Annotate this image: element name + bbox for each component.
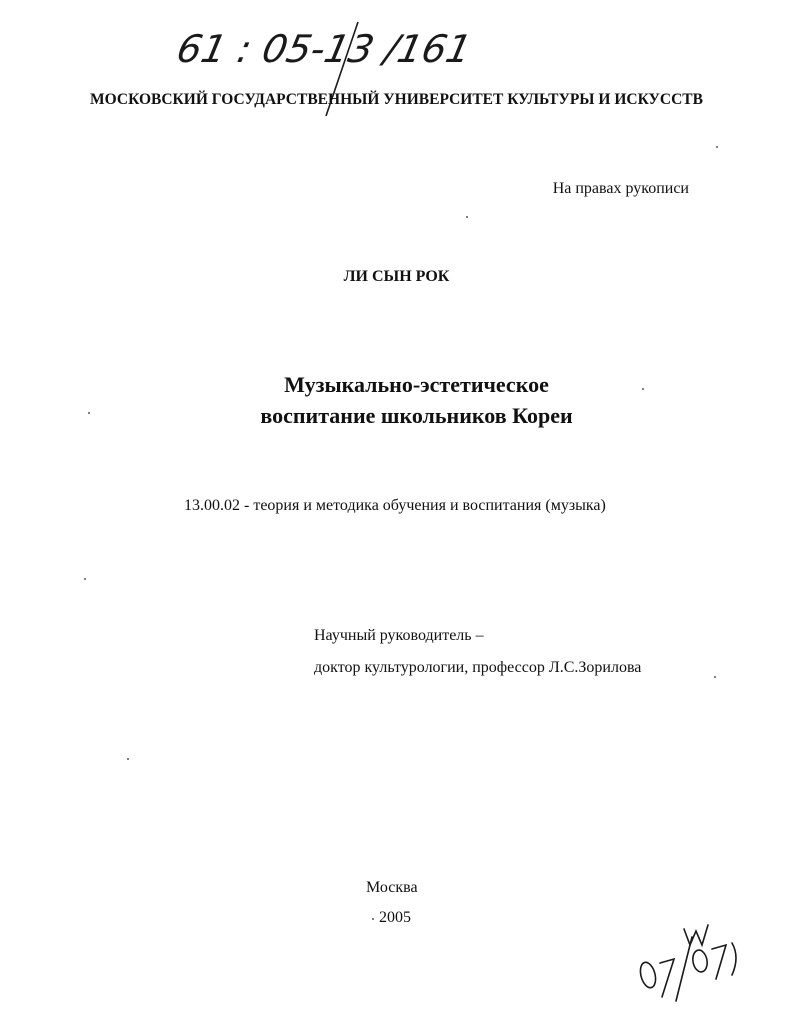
handwritten-code-text: 61 : 05-13 /1616 <box>172 27 470 72</box>
title-line-1: Музыкально-эстетическое <box>284 372 549 397</box>
scan-speck <box>84 578 86 580</box>
scan-speck <box>642 388 644 390</box>
year: 2005 <box>379 909 411 926</box>
specialty-code: 13.00.02 - теория и методика обучения и воспитания (музыка) <box>184 497 606 514</box>
dissertation-title <box>0 369 793 431</box>
scan-speck <box>372 918 374 920</box>
scan-speck <box>88 412 90 414</box>
supervisor-label: Научный руководитель – <box>314 627 484 644</box>
author-name: ЛИ СЫН РОК <box>343 268 450 285</box>
handwritten-archive-code <box>150 10 470 100</box>
rights-note: На правах рукописи <box>552 180 689 197</box>
scan-speck <box>716 146 718 148</box>
title-line-2: воспитание школьников Кореи <box>260 403 573 428</box>
scan-speck <box>714 676 716 678</box>
city: Москва <box>366 879 418 896</box>
supervisor-block <box>314 620 641 684</box>
supervisor-name: доктор культурологии, профессор Л.С.Зорилова <box>314 659 642 676</box>
scan-speck <box>127 758 129 760</box>
university-name: МОСКОВСКИЙ ГОСУДАРСТВЕННЫЙ УНИВЕРСИТЕТ КУЛЬТУРЫ И ИСКУССТВ <box>90 91 703 108</box>
handwritten-code-drawing <box>150 10 470 100</box>
scan-speck <box>466 216 468 218</box>
handwritten-mark-drawing <box>630 905 745 1010</box>
